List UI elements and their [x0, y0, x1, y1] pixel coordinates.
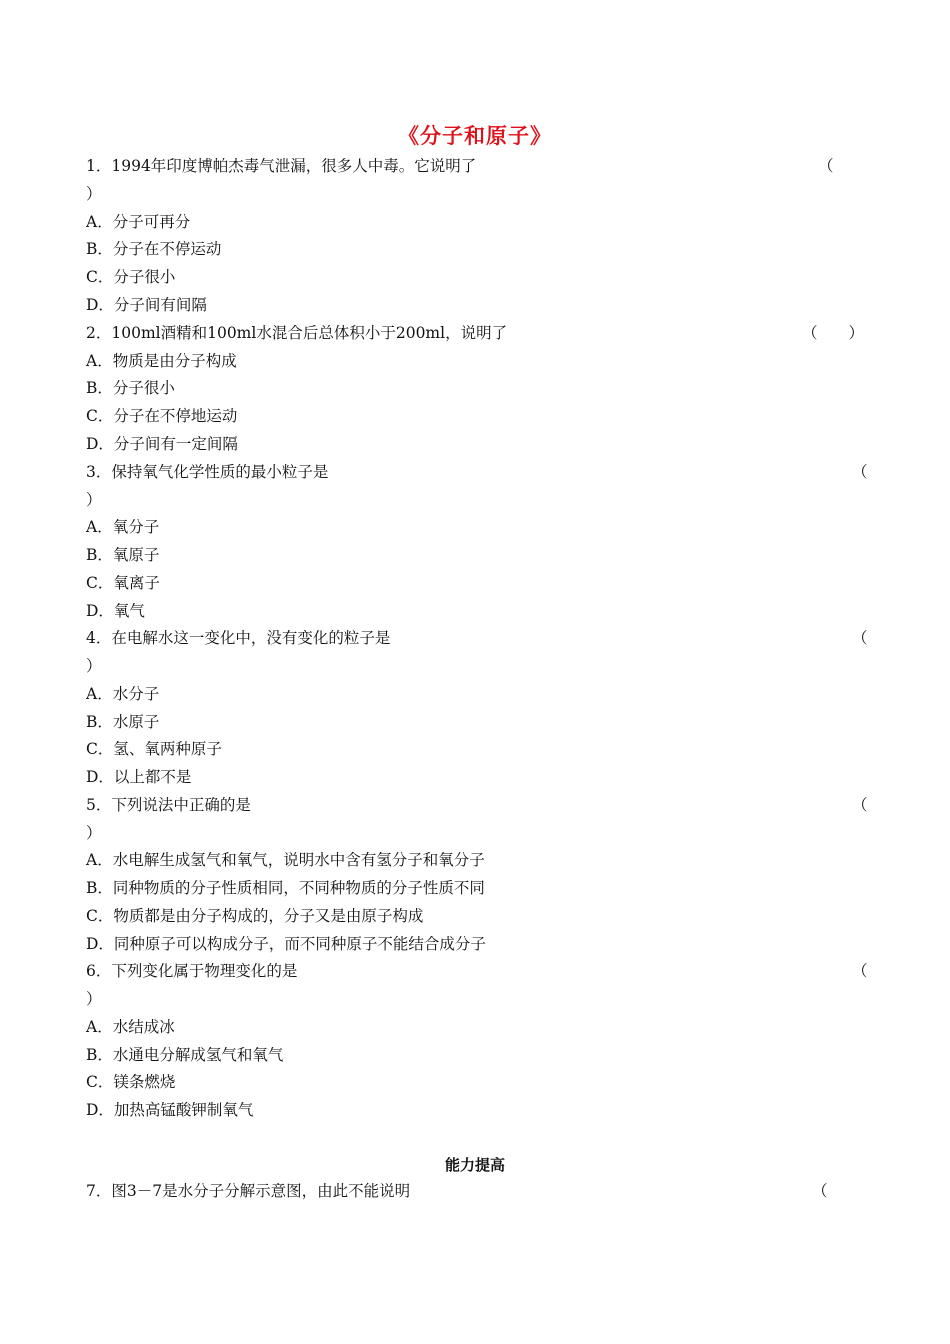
- question-3-option-c: C．氧离子: [86, 574, 160, 592]
- question-5-option-a: A．水电解生成氢气和氧气，说明水中含有氢分子和氧分子: [86, 851, 485, 869]
- question-5-option-d: D．同种原子可以构成分子，而不同种原子不能结合成分子: [86, 935, 486, 953]
- question-2-option-d: D．分子间有一定间隔: [86, 435, 238, 453]
- question-3-paren-close: ）: [86, 491, 102, 509]
- question-1-stem: 1．1994年印度博帕杰毒气泄漏，很多人中毒。它说明了: [86, 157, 477, 175]
- question-5-option-b: B．同种物质的分子性质相同，不同种物质的分子性质不同: [86, 879, 485, 897]
- question-2-paren: （ ）: [802, 324, 865, 342]
- question-6-option-d: D．加热高锰酸钾制氧气: [86, 1101, 254, 1119]
- question-4-option-a: A．水分子: [86, 685, 160, 703]
- question-6-stem: 6．下列变化属于物理变化的是: [86, 962, 298, 980]
- question-4-stem: 4．在电解水这一变化中，没有变化的粒子是: [86, 629, 391, 647]
- page-title: 《分子和原子》: [398, 124, 552, 148]
- question-5-paren-close: ）: [86, 824, 102, 842]
- question-1-paren-close: ）: [86, 185, 102, 203]
- question-6-option-c: C．镁条燃烧: [86, 1073, 176, 1091]
- question-3-stem: 3．保持氧气化学性质的最小粒子是: [86, 463, 329, 481]
- question-1-option-b: B．分子在不停运动: [86, 240, 222, 258]
- question-2-option-a: A．物质是由分子构成: [86, 352, 237, 370]
- question-7-stem: 7．图3－7是水分子分解示意图，由此不能说明: [86, 1182, 411, 1200]
- question-5-option-c: C．物质都是由分子构成的，分子又是由原子构成: [86, 907, 424, 925]
- question-1-option-c: C．分子很小: [86, 268, 176, 286]
- question-6-option-a: A．水结成冰: [86, 1018, 175, 1036]
- question-3-option-a: A．氧分子: [86, 518, 160, 536]
- question-5-paren-open: （: [852, 796, 868, 814]
- question-2-option-c: C．分子在不停地运动: [86, 407, 238, 425]
- question-1-option-d: D．分子间有间隔: [86, 296, 207, 314]
- question-2-stem: 2．100ml酒精和100ml水混合后总体积小于200ml，说明了: [86, 324, 508, 342]
- question-1-paren-open: （: [818, 157, 834, 175]
- section-heading: 能力提高: [444, 1156, 505, 1174]
- question-1-option-a: A．分子可再分: [86, 213, 191, 231]
- question-7-paren-open: （: [812, 1182, 828, 1200]
- question-4-option-c: C．氢、氧两种原子: [86, 740, 222, 758]
- question-3-option-b: B．氧原子: [86, 546, 160, 564]
- question-3-paren-open: （: [852, 463, 868, 481]
- question-5-stem: 5．下列说法中正确的是: [86, 796, 251, 814]
- question-3-option-d: D．氧气: [86, 602, 145, 620]
- question-4-paren-close: ）: [86, 657, 102, 675]
- question-2-option-b: B．分子很小: [86, 379, 175, 397]
- question-4-option-d: D．以上都不是: [86, 768, 192, 786]
- question-4-option-b: B．水原子: [86, 713, 160, 731]
- question-6-option-b: B．水通电分解成氢气和氧气: [86, 1046, 284, 1064]
- question-4-paren-open: （: [852, 629, 868, 647]
- question-6-paren-open: （: [852, 962, 868, 980]
- question-6-paren-close: ）: [86, 990, 102, 1008]
